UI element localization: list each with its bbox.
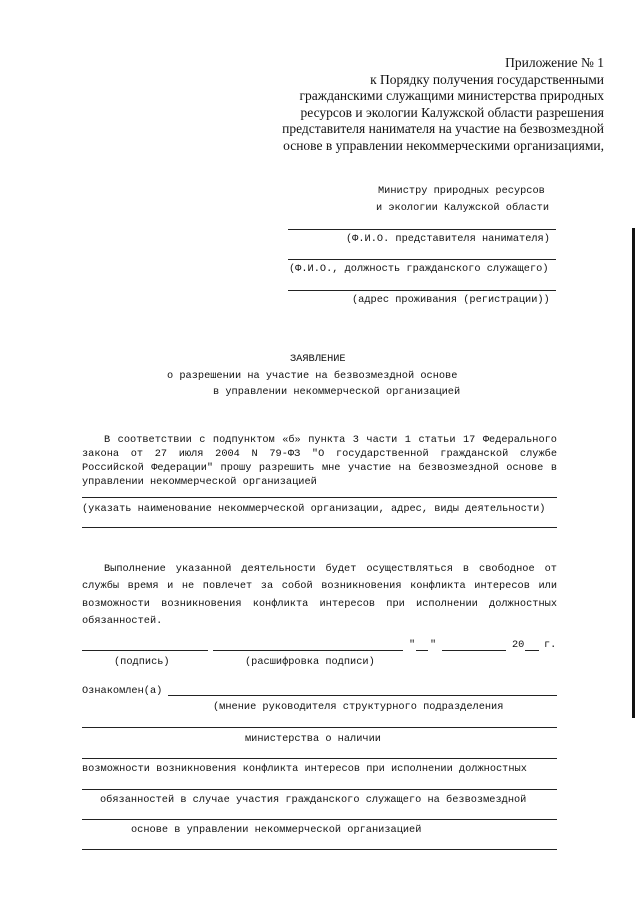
date-month-line [442,650,506,651]
opinion-line-4: обязанностей в случае участия гражданского служащего на безвозмездной [100,794,527,806]
title-subline-2: в управлении некоммерческой организацией [213,386,461,398]
appendix-line: гражданскими служащими министерства природных [299,88,604,104]
decoding-caption: (расшифровка подписи) [245,656,375,668]
appendix-block [282,55,604,155]
appendix-line: ресурсов и экологии Калужской области разрешения [300,104,604,120]
acknowledged-label: Ознакомлен(а) [82,685,163,697]
appendix-line: основе в управлении некоммерческими организациями, [283,137,604,153]
signature-line [82,650,208,651]
date-quote-open: " [409,639,416,651]
addressee-line-1: Министру природных ресурсов [378,185,545,197]
date-year-prefix: 20 [512,639,525,651]
title-subline-1: о разрешении на участие на безвозмездной основе [167,370,458,382]
employer-caption: (Ф.И.О. представителя нанимателя) [346,233,550,245]
date-year-line [525,650,539,651]
document-title: ЗАЯВЛЕНИЕ [290,353,346,365]
address-line [288,290,556,291]
request-paragraph: В соответствии с подпунктом «б» пункта 3 части 1 статьи 17 Федерального закона от 27 июля 2004 N 79-ФЗ "О государственной гражданской службе Российской Федерации" прошу разрешить мне участие на безвозмездной основе в управлении некоммерческой организацией [82,434,557,488]
opinion-line-3: возможности возникновения конфликта интересов при исполнении должностных [82,763,527,775]
address-caption: (адрес проживания (регистрации)) [352,294,550,306]
appendix-line: к Порядку получения государственными [370,71,604,87]
organization-caption: (указать наименование некоммерческой организации, адрес, виды деятельности) [82,503,546,515]
signature-caption: (подпись) [114,656,170,668]
employer-name-line [288,229,556,230]
appendix-line: представителя нанимателя на участие на безвозмездной [282,121,604,137]
opinion-line-5: основе в управлении некоммерческой организацией [131,824,422,836]
opinion-rule-5 [82,849,557,850]
date-day-line [416,650,428,651]
addressee-line-2: и экологии Калужской области [376,202,550,214]
acknowledged-line [168,695,557,696]
employee-name-line [288,259,556,260]
opinion-rule-4 [82,819,557,820]
scan-edge-bar [632,228,635,718]
organization-line [82,497,557,498]
signature-decoding-line [213,650,403,651]
date-quote-close: " [430,639,437,651]
statement-paragraph: Выполнение указанной деятельности будет осуществляться в свободное от службы время и не повлечет за собой возникновения конфликта интересов или возможности возникновения конфликта интересов при исполнении должностных обязанностей. [82,563,557,627]
opinion-rule-3 [82,789,557,790]
employee-caption: (Ф.И.О., должность гражданского служащего) [289,263,549,275]
opinion-line-1: (мнение руководителя структурного подразделения [213,701,504,713]
appendix-title: Приложение № 1 [505,55,604,70]
opinion-rule-2 [82,758,557,759]
opinion-line-2: министерства о наличии [245,733,381,745]
organization-line-2 [82,527,557,528]
date-year-suffix: г. [544,639,557,651]
opinion-rule-1 [82,727,557,728]
